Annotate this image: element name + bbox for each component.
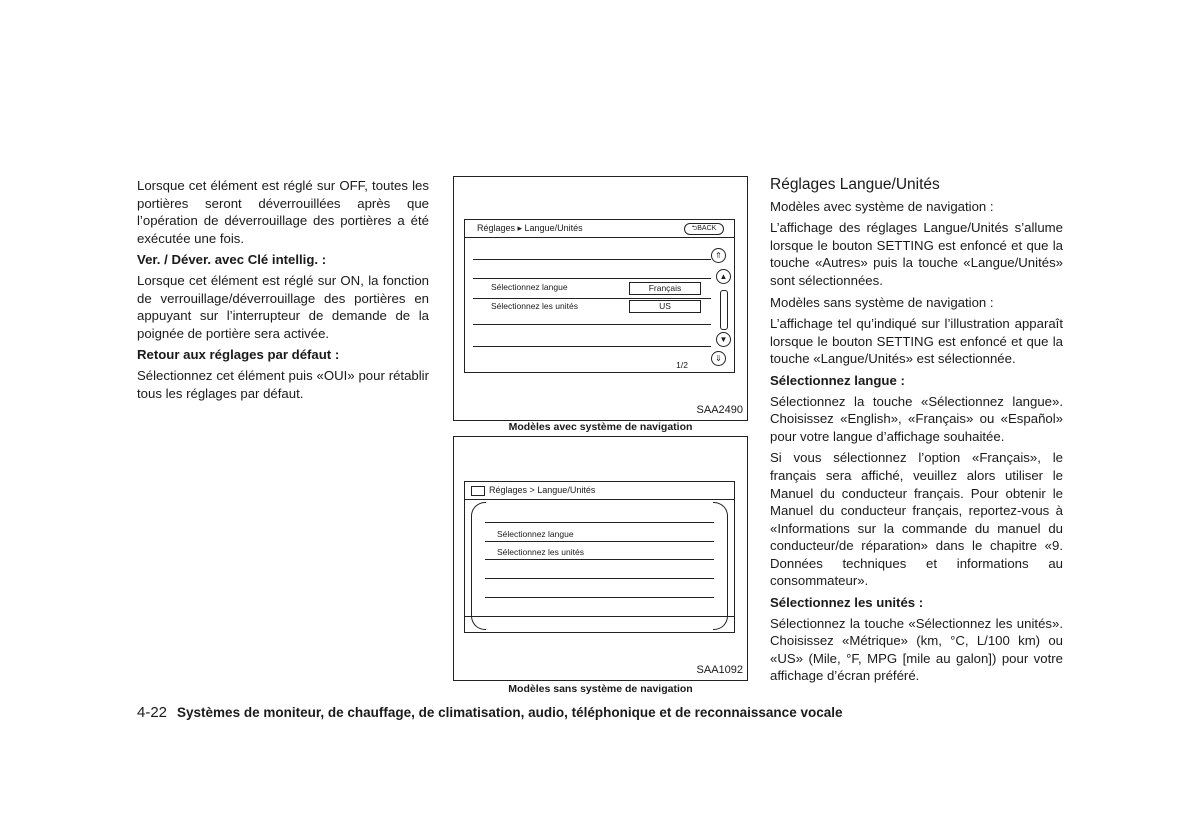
subheading: Sélectionnez langue : (770, 372, 905, 388)
back-button: ⮌BACK (684, 223, 724, 235)
page-up-icon: ⇑ (711, 248, 726, 263)
page-down-icon: ⇓ (711, 351, 726, 366)
divider (473, 346, 711, 347)
page-indicator: 1/2 (676, 360, 688, 370)
paragraph: Sélectionnez la touche «Sélectionnez les unités». Choisissez «Métrique» (km, °C, L/100 km) ou «US» (Mile, °F, MPG [mile au galon]) pour votre affichage d’écran préféré. (770, 615, 1063, 684)
paragraph: Sélectionnez cet élément puis «OUI» pour rétablir tous les réglages par défaut. (137, 367, 429, 401)
figure-without-navigation (453, 436, 748, 681)
subheading: Retour aux réglages par défaut : (137, 347, 340, 363)
divider (485, 578, 714, 579)
chapter-title: Systèmes de moniteur, de chauffage, de climatisation, audio, téléphonique et de reconnaissance vocale (177, 705, 843, 720)
paragraph: L’affichage des réglages Langue/Unités s’allume lorsque le bouton SETTING est enfoncé et que la touche «Autres» puis la touche «Langue/Unités» sont sélectionnées. (770, 220, 1063, 288)
paragraph: L’affichage tel qu’indiqué sur l’illustration apparaît lorsque le bouton SETTING est enfoncé et que la touche «Langue/Unités» est sélectionnée. (770, 316, 1063, 367)
divider (485, 522, 714, 523)
scroll-up-icon: ▲ (716, 269, 731, 284)
screen-header (465, 220, 734, 238)
list-row (473, 242, 711, 260)
paragraph: Modèles sans système de navigation : (770, 294, 994, 310)
divider (485, 559, 714, 560)
screen-header (465, 482, 734, 500)
list-row (473, 260, 711, 278)
left-column (137, 177, 429, 406)
paragraph: Modèles avec système de navigation : (770, 198, 994, 214)
divider (485, 597, 714, 598)
scrollbar (720, 290, 728, 330)
list-item-label: Sélectionnez les unités (497, 547, 584, 557)
screen-title: Réglages ▸ Langue/Unités (477, 223, 583, 233)
subheading: Ver. / Déver. avec Clé intellig. : (137, 252, 327, 268)
units-value: US (629, 300, 701, 313)
divider (485, 541, 714, 542)
divider (473, 298, 711, 299)
figure-code: SAA2490 (696, 404, 743, 416)
paragraph: Lorsque cet élément est réglé sur OFF, toutes les portières seront déverrouillées après que l’opération de déverrouillage des portières a été exécutée une fois. (137, 178, 429, 246)
left-arc (471, 502, 486, 630)
figure-with-navigation (453, 176, 748, 421)
scroll-down-icon: ▼ (716, 332, 731, 347)
list-item-label: Sélectionnez les unités (491, 301, 578, 311)
language-value: Français (629, 282, 701, 295)
list-item-label: Sélectionnez langue (497, 529, 574, 539)
screen-title: Réglages > Langue/Unités (489, 485, 596, 495)
figure-caption: Modèles avec système de navigation (508, 421, 693, 433)
figure-caption: Modèles sans système de navigation (508, 683, 693, 695)
figure-code: SAA1092 (696, 664, 743, 676)
screen-illustration (464, 219, 735, 373)
subheading: Sélectionnez les unités : (770, 595, 924, 611)
page-number: 4-22 (137, 704, 168, 721)
divider (465, 616, 734, 617)
list-item-label: Sélectionnez langue (491, 282, 568, 292)
paragraph: Lorsque cet élément est réglé sur ON, la fonction de verrouillage/déverrouillage des portières en appuyant sur l’interrupteur de demande de la poignée de portière sera activée. (137, 272, 429, 341)
right-arc (713, 502, 728, 630)
page-footer (137, 704, 842, 721)
paragraph: Sélectionnez la touche «Sélectionnez langue». Choisissez «English», «Français» ou «Español» pour votre langue d’affichage souhaitée. (770, 393, 1063, 444)
paragraph: Si vous sélectionnez l’option «Français», le français sera affiché, veuillez alors utiliser le Manuel du conducteur français. Pour obtenir le Manuel du conducteur français, reportez-vous à «Informations sur la commande du manuel du conducteur/de réparation» dans le chapitre «9. Données techniques et informations au consommateur». (770, 450, 1063, 589)
right-column (770, 176, 1063, 689)
section-title: Réglages Langue/Unités (770, 176, 940, 193)
settings-icon (471, 486, 485, 496)
screen-illustration (464, 481, 735, 633)
